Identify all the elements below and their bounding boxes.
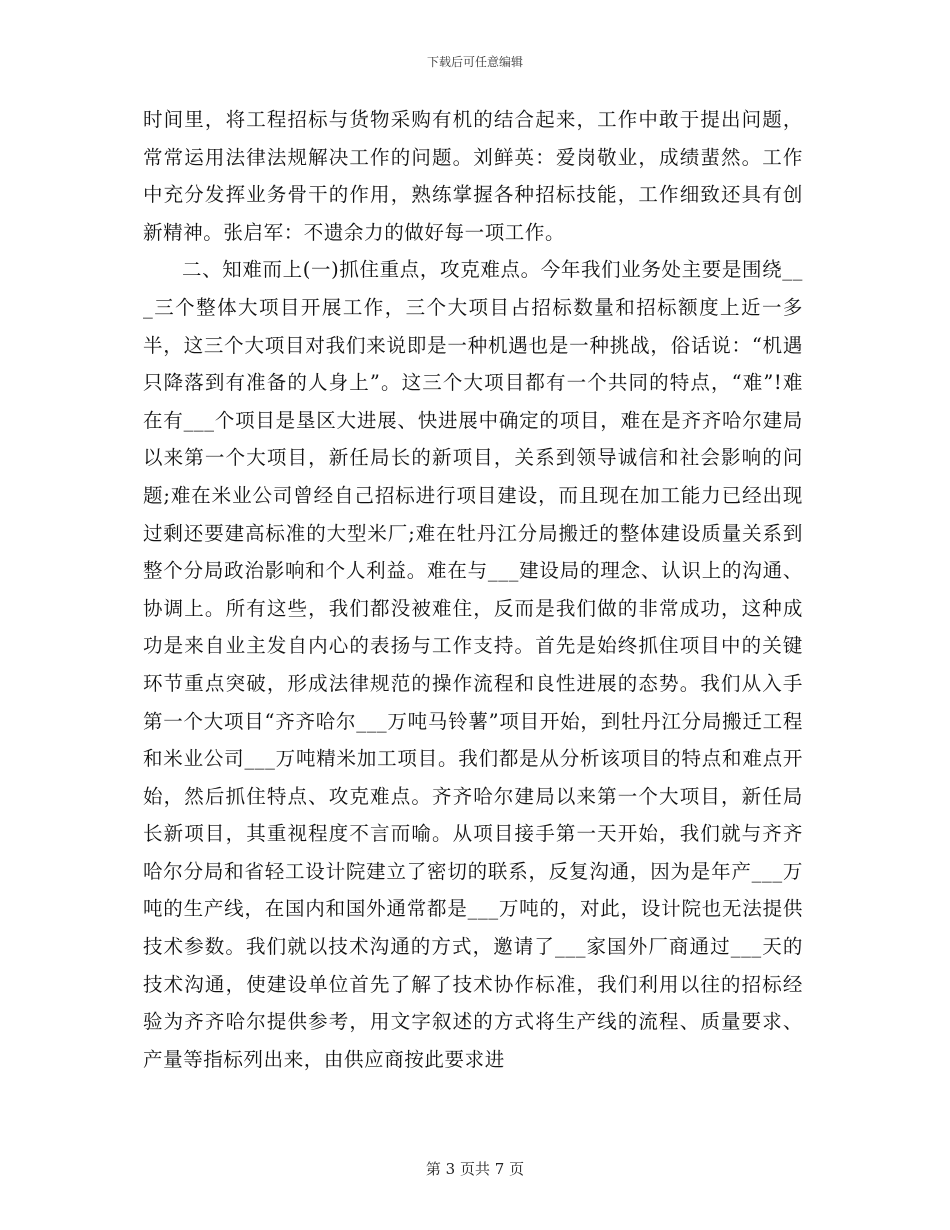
paragraph: 时间里，将工程招标与货物采购有机的结合起来，工作中敢于提出问题，常常运用法律法规解决工作的问题。刘鲜英：爱岗敬业，成绩蜚然。工作中充分发挥业务骨干的作用，熟练掌握各种招标技能，工作细致还具有创新精神。张启军：不遗余力的做好每一项工作。	[143, 108, 803, 244]
page-header: 下载后可任意编辑	[426, 55, 523, 69]
document-body	[143, 101, 803, 1078]
page-number: 第 3 页共 7 页	[425, 1160, 525, 1178]
paragraph: 二、知难而上(一)抓住重点，攻克难点。今年我们业务处主要是围绕___三个整体大项目开展工作，三个大项目占招标数量和招标额度上近一多半，这三个大项目对我们来说即是一种机遇也是一种挑战，俗话说：“机遇只降落到有准备的人身上”。这三个大项目都有一个共同的特点，“难”!难在有___个项目是垦区大进展、快进展中确定的项目，难在是齐齐哈尔建局以来第一个大项目，新任局长的新项目，关系到领导诚信和社会影响的问题;难在米业公司曾经自己招标进行项目建设，而且现在加工能力已经出现过剩还要建高标准的大型米厂;难在牡丹江分局搬迁的整体建设质量关系到整个分局政治影响和个人利益。难在与___建设局的理念、认识上的沟通、协调上。所有这些，我们都没被难住，反而是我们做的非常成功，这种成功是来自业主发自内心的表扬与工作支持。首先是始终抓住项目中的关键环节重点突破，形成法律规范的操作流程和良性进展的态势。我们从入手第一个大项目“齐齐哈尔___万吨马铃薯”项目开始，到牡丹江分局搬迁工程和米业公司___万吨精米加工项目。我们都是从分析该项目的特点和难点开始，然后抓住特点、攻克难点。齐齐哈尔建局以来第一个大项目，新任局长新项目，其重视程度不言而喻。从项目接手第一天开始，我们就与齐齐哈尔分局和省轻工设计院建立了密切的联系，反复沟通，因为是年产___万吨的生产线，在国内和国外通常都是___万吨的，对此，设计院也无法提供技术参数。我们就以技术沟通的方式，邀请了___家国外厂商通过___天的技术沟通，使建设单位首先了解了技术协作标准，我们利用以往的招标经验为齐齐哈尔提供参考，用文字叙述的方式将生产线的流程、质量要求、产量等指标列出来，由供应商按此要求进	[143, 258, 803, 1071]
